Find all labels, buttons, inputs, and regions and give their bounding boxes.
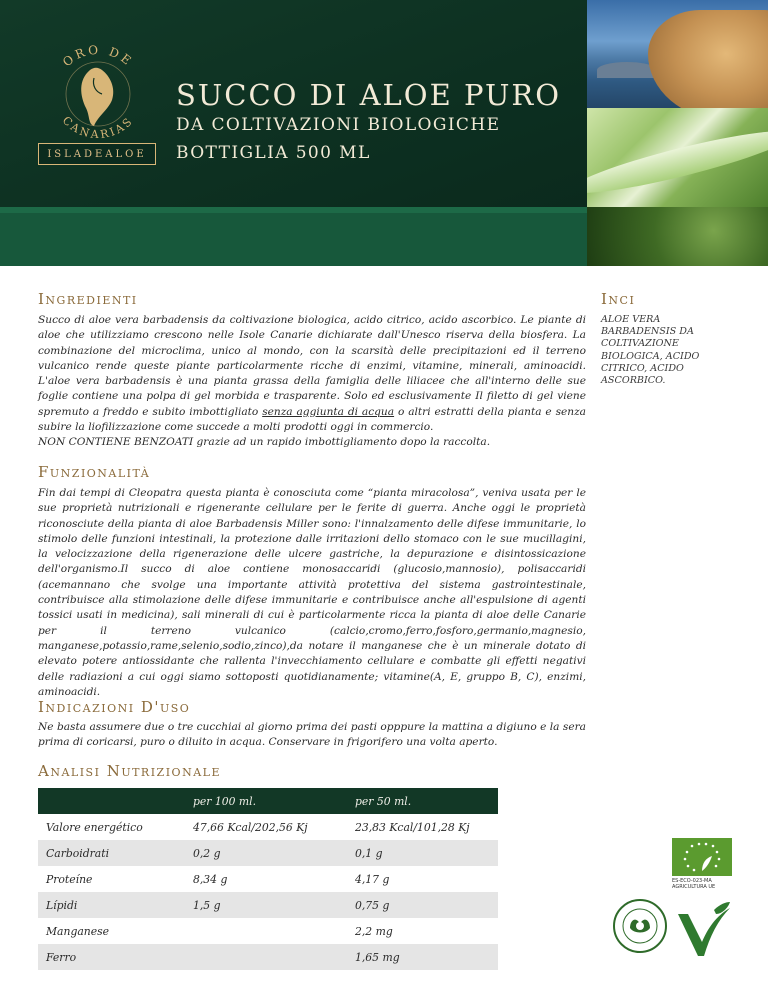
aloe-leaf-photo — [587, 108, 768, 207]
svg-text:ORO DE — [60, 43, 136, 70]
nutrition-table-header — [38, 788, 498, 814]
column-header-per-100ml: per 100 ml. — [193, 794, 257, 808]
table-row — [38, 814, 498, 840]
indicazioni-heading: Indicazioni D'uso — [38, 698, 191, 716]
nutrient-name: Lípidi — [46, 898, 78, 912]
ingredienti-note: NON CONTIENE BENZOATI grazie ad un rapido imbottigliamento dopo la raccolta. — [38, 436, 491, 449]
aloe-plant-photo — [587, 207, 768, 266]
eu-agricultura: AGRICULTURA UE — [672, 884, 716, 890]
value-per-100ml: 8,34 g — [193, 872, 228, 886]
analisi-heading: Analisi Nutrizionale — [38, 762, 221, 780]
table-row — [38, 892, 498, 918]
ingredienti-underlined: senza aggiunta di acqua — [262, 405, 395, 418]
eu-organic-caption — [672, 878, 742, 890]
vegan-v-icon — [674, 900, 732, 960]
value-per-100ml: 1,5 g — [193, 898, 221, 912]
ingredienti-body-2: o altri estratti della pianta e senza subire la liofilizzazione come succede a molti prodotti oggi in commercio. — [38, 405, 586, 434]
value-per-100ml: 0,2 g — [193, 846, 221, 860]
brand-logo — [28, 30, 168, 170]
seal-icon — [28, 30, 168, 145]
nutrient-name: Manganese — [46, 924, 110, 938]
column-header-per-50ml: per 50 ml. — [355, 794, 412, 808]
nutrient-name: Proteíne — [46, 872, 93, 886]
value-per-100ml: 47,66 Kcal/202,56 Kj — [193, 820, 308, 834]
funzionalita-heading: Funzionalità — [38, 463, 151, 481]
value-per-50ml: 23,83 Kcal/101,28 Kj — [355, 820, 470, 834]
value-per-50ml: 0,75 g — [355, 898, 390, 912]
seal-top-text: ORO DE — [60, 42, 136, 70]
inci-text: ALOE VERA BARBADENSIS DA COLTIVAZIONE BIOLOGICA, ACIDO CITRICO, ACIDO ASCORBICO. — [601, 314, 700, 387]
value-per-50ml: 0,1 g — [355, 846, 383, 860]
nutrient-name: Ferro — [46, 950, 77, 964]
value-per-50ml: 2,2 mg — [355, 924, 393, 938]
indicazioni-text: Ne basta assumere due o tre cucchiai al giorno prima dei pasti opppure la mattina a digiuno e la sera prima di coricarsi, puro o diluito in acqua. Conservare in frigorifero una volta aperto. — [38, 721, 586, 749]
eu-code: ES-ECO-023-MA — [672, 878, 712, 884]
value-per-50ml: 4,17 g — [355, 872, 390, 886]
ingredienti-heading: Ingredienti — [38, 290, 138, 308]
ingredienti-text — [38, 313, 586, 451]
funzionalita-text: Fin dai tempi di Cleopatra questa pianta è conosciuta come “pianta miracolosa”, veniva usata per le sue proprietà nutrizionali e rigenerante cellulare per le ferite di guerra. Anche oggi le proprietà riconosciute della pianta di aloe Barbadensis Miller sono: l'innalzamento delle difese immunitarie, lo stimolo delle funzioni intestinali, la protezione dalle irritazioni dello stomaco con le sue mucillagini, la velocizzazione della rigenerazione delle ulcere gastriche, la depurazione e disintossicazione dell'organismo.Il succo di aloe contiene monosaccaridi (glucosio,mannosio), polisaccaridi (acemannano che svolge una importante attività protettiva del sistema gastrointestinale, contribuisce alla stimolazione delle difese immunitarie e contribuisce anche all'espulsione di agenti tossici usati in medicina), sali minerali di cui è particolarmente ricca la pianta di aloe delle Canarie per il terreno vulcanico (calcio,cromo,ferro,fosforo,germanio,magnesio, manganese,potassio,rame,selenio,sodio,zinco),da notare il manganese che è un minerale dotato di elevato potere antiossidante che rallenta l'invecchiamento cellulare e combatte gli effetti negativi delle radiazioni a cui oggi siamo sottoposti quotidianamente; vitamine(A, E, gruppo B, C), enzimi, aminoacidi. — [38, 487, 586, 698]
inci-heading: Inci — [601, 290, 636, 308]
natural-cosmetics-seal-icon — [612, 898, 668, 954]
nutrient-name: Valore energético — [46, 820, 143, 834]
table-row — [38, 918, 498, 944]
table-row — [38, 840, 498, 866]
coast-photo — [587, 0, 768, 108]
ingredienti-body-1: Succo di aloe vera barbadensis da coltivazione biologica, acido citrico, acido ascorbico. Le piante di aloe che utilizziamo crescono nelle Isole Canarie dichiarate dall'Unesco riserva della biosfera. La combinazione del microclima, unico al mondo, con la scarsità delle precipitazioni ed il terreno vulcanico rende queste piante particolarmente ricche di enzimi, vitamine, minerali, aminoacidi. L'aloe vera barbadensis è una pianta grassa della famiglia delle liliacee che all'interno delle sue foglie contiene una polpa di gel morbida e trasparente. Solo ed esclusivamente Il filetto di gel viene spremuto a freddo e subito imbottigliato — [38, 314, 586, 418]
table-row — [38, 944, 498, 970]
nutrient-name: Carboidrati — [46, 846, 110, 860]
header-banner — [0, 0, 768, 266]
product-subtitle-2: BOTTIGLIA 500 ML — [176, 143, 371, 163]
table-row — [38, 866, 498, 892]
nutrition-table — [38, 788, 498, 970]
brand-badge: ISLADEALOE — [38, 143, 156, 165]
product-title: SUCCO DI ALOE PURO — [176, 78, 562, 112]
value-per-50ml: 1,65 mg — [355, 950, 400, 964]
seal-bottom-text: CANARIAS — [59, 113, 137, 142]
eu-organic-leaf-icon — [672, 838, 732, 876]
header-band — [0, 207, 590, 266]
product-subtitle-1: DA COLTIVAZIONI BIOLOGICHE — [176, 115, 501, 135]
